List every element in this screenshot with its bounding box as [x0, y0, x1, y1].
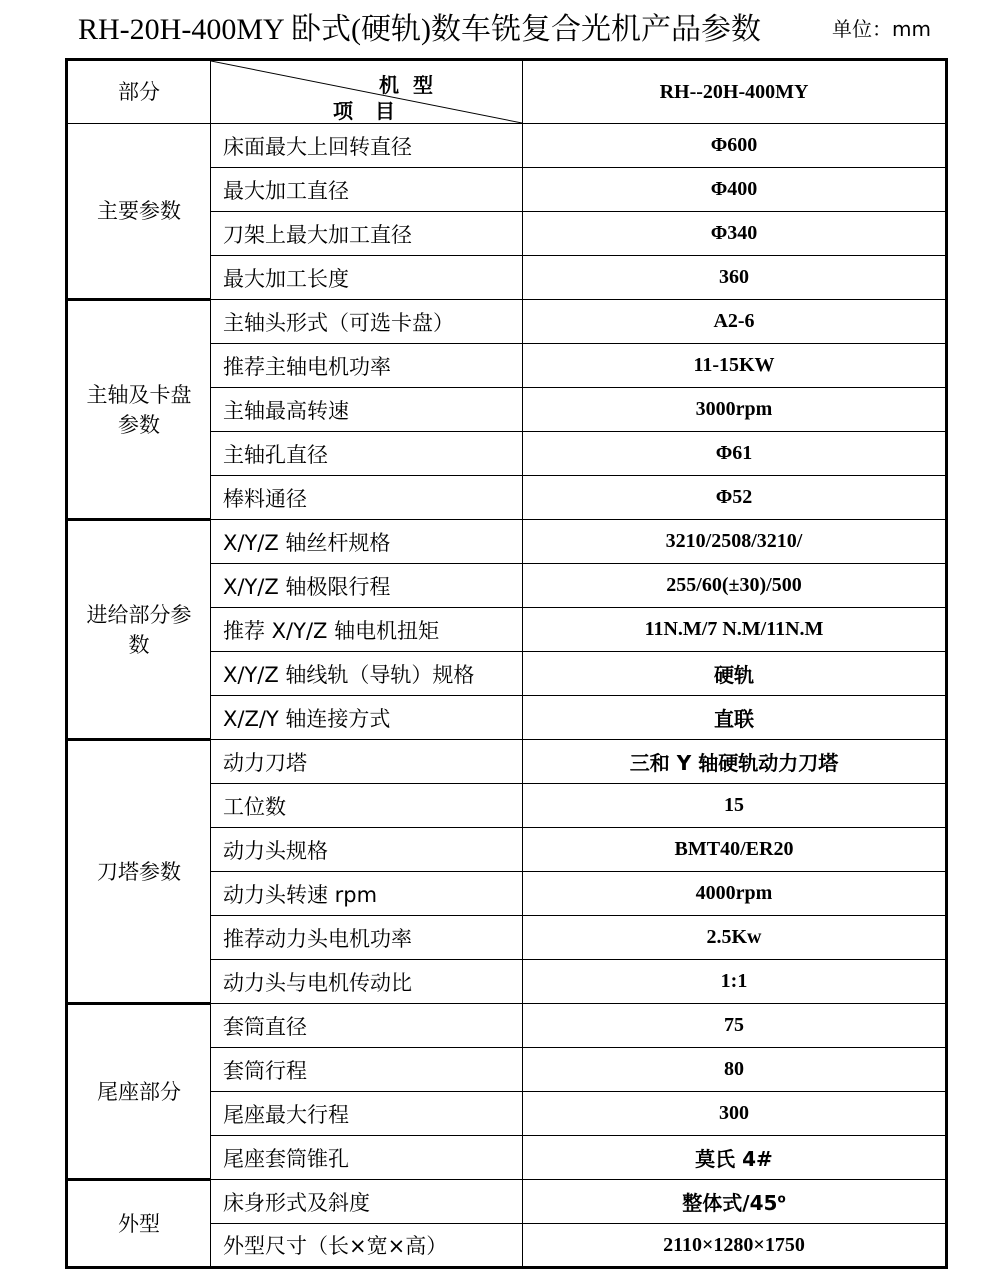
item-value-text: 3210/2508/3210/ — [665, 530, 803, 552]
item-value — [523, 696, 947, 740]
item-value-text: 11-15KW — [693, 354, 775, 376]
table-row — [67, 1004, 947, 1048]
item-value-text: 整体式/45 — [682, 1191, 778, 1215]
item-value — [523, 1136, 947, 1180]
item-value-text: 75 — [724, 1014, 744, 1036]
item-value-text: 4000rpm — [695, 882, 773, 904]
section-name — [67, 300, 211, 520]
section-name: 外型 — [67, 1180, 211, 1268]
item-value — [523, 564, 947, 608]
item-label: 动力刀塔 — [211, 740, 523, 784]
item-value-text: 莫氏 4# — [695, 1147, 773, 1171]
item-value-text: 3000rpm — [695, 398, 773, 420]
section-name: 主要参数 — [67, 124, 211, 300]
item-value-text: 11N.M/7 N.M/11N.M — [644, 618, 824, 640]
header-row — [67, 60, 947, 124]
item-value-text: 255/60(±30)/500 — [666, 574, 802, 596]
item-value-text: 2.5Kw — [706, 926, 762, 948]
header-model-value: RH--20H-400MY — [523, 60, 947, 124]
item-label: 主轴孔直径 — [211, 432, 523, 476]
item-label: 刀架上最大加工直径 — [211, 212, 523, 256]
item-label: 推荐主轴电机功率 — [211, 344, 523, 388]
item-label: 床身形式及斜度 — [211, 1180, 523, 1224]
item-value-text: 直联 — [714, 707, 754, 731]
item-value-text: 硬轨 — [714, 663, 754, 687]
item-label: 动力头规格 — [211, 828, 523, 872]
item-label: 主轴头形式（可选卡盘） — [211, 300, 523, 344]
item-label: X/Y/Z 轴线轨（导轨）规格 — [211, 652, 523, 696]
item-label: 主轴最高转速 — [211, 388, 523, 432]
table-row — [67, 300, 947, 344]
section-name — [67, 520, 211, 740]
item-value — [523, 828, 947, 872]
item-value-text: 300 — [719, 1102, 749, 1124]
table-row — [67, 520, 947, 564]
item-value — [523, 124, 947, 168]
section-name-line: 数 — [128, 632, 150, 657]
header-item-label: 项目 — [333, 99, 417, 123]
item-value — [523, 1092, 947, 1136]
item-value — [523, 300, 947, 344]
degree-superscript: o — [777, 1191, 786, 1206]
item-value — [523, 388, 947, 432]
item-value-text: Φ400 — [710, 178, 758, 200]
item-value-text: A2-6 — [713, 310, 755, 332]
item-value — [523, 1224, 947, 1268]
table-row — [67, 1180, 947, 1224]
page-title: RH-20H-400MY 卧式(硬轨)数车铣复合光机产品参数 — [78, 13, 762, 46]
item-value — [523, 520, 947, 564]
item-value — [523, 212, 947, 256]
item-label: X/Y/Z 轴极限行程 — [211, 564, 523, 608]
item-value — [523, 1048, 947, 1092]
item-label: 尾座最大行程 — [211, 1092, 523, 1136]
item-value — [523, 960, 947, 1004]
header-section-cell: 部分 — [67, 60, 211, 124]
item-label: 最大加工直径 — [211, 168, 523, 212]
item-value — [523, 916, 947, 960]
title-row — [0, 0, 1000, 48]
section-name-line: 参数 — [118, 412, 160, 437]
spec-table — [65, 58, 948, 1269]
item-value-text: 15 — [724, 794, 744, 816]
item-value-text: 360 — [719, 266, 749, 288]
item-value — [523, 432, 947, 476]
item-label: 床面最大上回转直径 — [211, 124, 523, 168]
section-name-line: 进给部分参 — [86, 602, 192, 627]
item-label: 推荐动力头电机功率 — [211, 916, 523, 960]
section-name-line: 主轴及卡盘 — [86, 382, 192, 407]
item-value-text: Φ61 — [715, 442, 753, 464]
table-row — [67, 740, 947, 784]
item-label: 套筒直径 — [211, 1004, 523, 1048]
item-value — [523, 476, 947, 520]
header-model-label: 机型 — [379, 73, 447, 97]
item-value-text: 2110×1280×1750 — [663, 1233, 805, 1256]
item-label: X/Z/Y 轴连接方式 — [211, 696, 523, 740]
item-label: 工位数 — [211, 784, 523, 828]
item-value-text: Φ340 — [710, 222, 758, 244]
item-value — [523, 608, 947, 652]
item-value — [523, 168, 947, 212]
item-value — [523, 344, 947, 388]
item-value-text: Φ52 — [715, 486, 753, 508]
item-label: 尾座套筒锥孔 — [211, 1136, 523, 1180]
table-row — [67, 124, 947, 168]
item-label: 棒料通径 — [211, 476, 523, 520]
item-value — [523, 652, 947, 696]
item-label: 动力头与电机传动比 — [211, 960, 523, 1004]
item-value — [523, 740, 947, 784]
item-value — [523, 1004, 947, 1048]
item-label: 外型尺寸（长×宽×高） — [211, 1224, 523, 1268]
unit-label: 单位：mm — [832, 17, 931, 41]
item-value-text: 1:1 — [720, 970, 748, 992]
section-name: 刀塔参数 — [67, 740, 211, 1004]
item-value-text: 80 — [724, 1058, 744, 1080]
item-label: 套筒行程 — [211, 1048, 523, 1092]
item-value — [523, 256, 947, 300]
item-value — [523, 784, 947, 828]
item-label: 推荐 X/Y/Z 轴电机扭矩 — [211, 608, 523, 652]
item-label: 动力头转速 rpm — [211, 872, 523, 916]
item-value — [523, 1180, 947, 1224]
section-name: 尾座部分 — [67, 1004, 211, 1180]
item-label: 最大加工长度 — [211, 256, 523, 300]
header-diagonal-cell — [211, 60, 523, 124]
item-value — [523, 872, 947, 916]
item-value-text: BMT40/ER20 — [674, 838, 794, 860]
item-label: X/Y/Z 轴丝杆规格 — [211, 520, 523, 564]
item-value-text: 三和 Y 轴硬轨动力刀塔 — [629, 751, 839, 775]
item-value-text: Φ600 — [710, 134, 758, 156]
